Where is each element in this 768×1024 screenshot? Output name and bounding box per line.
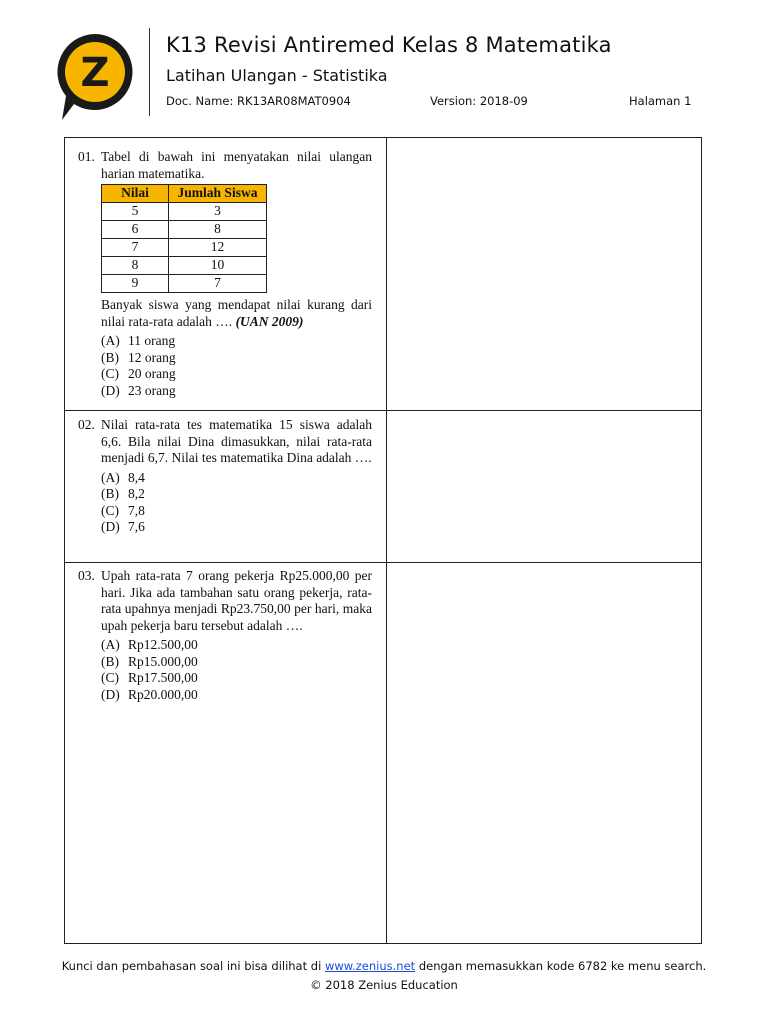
table-cell: 8 (169, 221, 267, 239)
table-row (102, 203, 267, 221)
question-02 (78, 417, 372, 536)
question-text: Tabel di bawah ini menyatakan nilai ulangan harian matematika. (101, 149, 372, 181)
question-number: 02. (78, 417, 95, 432)
answer-option[interactable]: (A) Rp12.500,00 (101, 637, 198, 652)
doc-name: Doc. Name: RK13AR08MAT0904 (166, 94, 351, 108)
answer-option[interactable]: (A) 11 orang (101, 333, 176, 348)
question-text: Nilai rata-rata tes matematika 15 siswa adalah 6,6. Bila nilai Dina dimasukkan, nilai rata-rata menjadi 6,7. Nilai tes matematika Dina adalah …. (101, 417, 372, 465)
document-title: K13 Revisi Antiremed Kelas 8 Matematika (166, 33, 612, 57)
header-divider (149, 28, 150, 116)
table-row (102, 275, 267, 293)
answer-option[interactable]: (D) 7,6 (101, 519, 145, 534)
table-cell: 12 (169, 239, 267, 257)
table-cell: 5 (102, 203, 169, 221)
document-subtitle: Latihan Ulangan - Statistika (166, 66, 388, 85)
answer-options (101, 470, 372, 536)
table-cell: 7 (169, 275, 267, 293)
question-prompt (101, 297, 372, 330)
prompt-text: Banyak siswa yang mendapat nilai kurang dari nilai rata-rata adalah …. (101, 297, 372, 329)
table-header: Nilai (102, 185, 169, 203)
answer-options (101, 333, 372, 399)
answer-option[interactable]: (D) Rp20.000,00 (101, 686, 198, 702)
answer-option[interactable]: (C) 7,8 (101, 502, 145, 518)
score-table (101, 184, 267, 293)
table-cell: 8 (102, 257, 169, 275)
row-separator (65, 410, 701, 411)
question-source: (UAN 2009) (235, 313, 304, 329)
table-row (102, 239, 267, 257)
column-divider (386, 138, 387, 943)
svg-text:Z: Z (80, 50, 110, 96)
row-separator (65, 562, 701, 563)
table-header: Jumlah Siswa (169, 185, 267, 203)
answer-option[interactable]: (B) 12 orang (101, 349, 176, 365)
answer-option[interactable]: (B) 8,2 (101, 486, 145, 501)
table-cell: 3 (169, 203, 267, 221)
table-row (102, 221, 267, 239)
question-sheet (64, 137, 702, 944)
answer-option[interactable]: (A) 8,4 (101, 469, 145, 485)
answer-option[interactable]: (C) Rp17.500,00 (101, 670, 198, 685)
zenius-link[interactable]: www.zenius.net (324, 959, 416, 973)
score-table-wrap (101, 184, 372, 293)
question-number: 03. (78, 568, 95, 583)
footer-note: Kunci dan pembahasan soal ini bisa dilihat di www.zenius.net dengan memasukkan kode 6782 ke menu search. (61, 959, 707, 973)
answer-option[interactable]: (C) 20 orang (101, 366, 176, 381)
copyright: © 2018 Zenius Education (310, 978, 458, 992)
question-number: 01. (78, 149, 95, 164)
page-number: Halaman 1 (629, 94, 692, 108)
question-01 (78, 149, 372, 399)
table-cell: 10 (169, 257, 267, 275)
table-cell: 9 (102, 275, 169, 293)
table-cell: 6 (102, 221, 169, 239)
answer-options (101, 637, 372, 703)
question-text: Upah rata-rata 7 orang pekerja Rp25.000,00 per hari. Jika ada tambahan satu orang pekerja, rata-rata upahnya menjadi Rp23.750,00 per hari, maka upah pekerja baru tersebut adalah …. (101, 568, 372, 633)
zenius-logo (52, 30, 138, 122)
table-row (102, 257, 267, 275)
answer-option[interactable]: (D) 23 orang (101, 382, 176, 398)
doc-version: Version: 2018-09 (430, 94, 528, 108)
answer-option[interactable]: (B) Rp15.000,00 (101, 653, 198, 669)
table-cell: 7 (102, 239, 169, 257)
question-03 (78, 568, 372, 703)
